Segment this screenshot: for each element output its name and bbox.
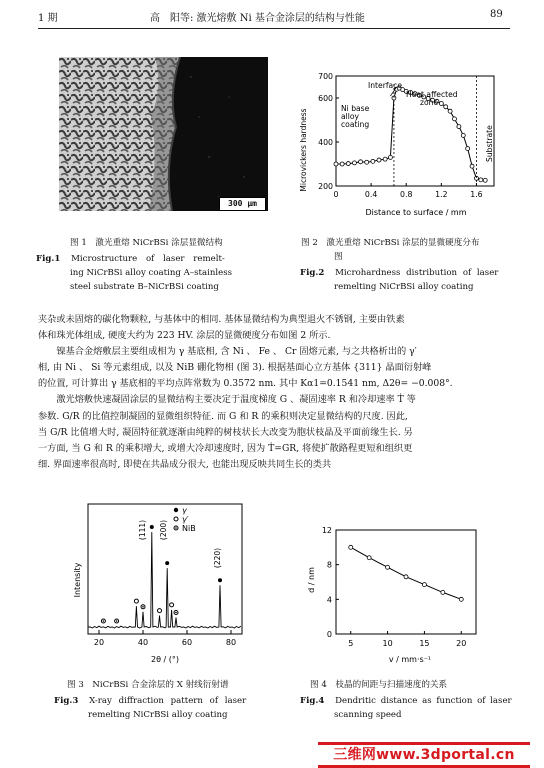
body-line-3: 镍基合金熔敷层主要组成相为 γ 基底相, 含 Ni 、 Fe 、 Cr 固熔元素, 与之共格析出的 γ′ bbox=[38, 346, 417, 358]
fig4-ylabel: d / nm bbox=[307, 567, 316, 593]
peak-label-111: (111) bbox=[138, 519, 147, 541]
fig2-caption-cn-2: 图 bbox=[334, 252, 343, 262]
fig3-xrd-trace bbox=[88, 532, 241, 628]
fig1-caption-line3: steel substrate B–NiCrBSi coating bbox=[70, 282, 219, 292]
fig4-point bbox=[441, 590, 445, 594]
fig3-xtick-label: 40 bbox=[137, 638, 149, 647]
watermark-logo: 三维网www.3dportal.cn bbox=[318, 742, 530, 768]
fig2-point bbox=[377, 158, 381, 162]
fig1-caption-en bbox=[36, 252, 286, 294]
fig4-ytick-label: 12 bbox=[321, 526, 332, 535]
legend-nib: NiB bbox=[182, 524, 196, 533]
fig3-xtick-label: 20 bbox=[93, 638, 105, 647]
fig2-xtick-label: 0.4 bbox=[364, 190, 378, 199]
fig2-caption-cn: 图 2 激光重熔 NiCrBSi 涂层的显微硬度分布 bbox=[301, 238, 480, 248]
fig2-ytick-label: 400 bbox=[318, 138, 333, 147]
fig2-xtick-label: 0 bbox=[333, 190, 339, 199]
fig3-marks bbox=[88, 525, 241, 647]
fig2-marks bbox=[318, 72, 487, 199]
peak-label-200: (200) bbox=[159, 519, 168, 541]
fig3-gamma-prime-marker bbox=[170, 603, 174, 607]
fig2-point bbox=[479, 178, 483, 182]
body-line-7: 参数. G/R 的比值控制凝固的显微组织特征. 而 G 和 R 的乘积则决定显微结构的尺度. 因此, bbox=[38, 410, 408, 422]
fig2-annot-coating2: alloy bbox=[341, 112, 360, 121]
fig4-xlabel: v / mm·s⁻¹ bbox=[388, 655, 432, 664]
body-line-1: 夹杂或未固熔的碳化物颗粒, 与基体中的相同. 基体显微结构为典型退火不锈钢, 主要由铁素 bbox=[38, 314, 405, 325]
fig3-nib-marker-dot bbox=[175, 612, 177, 614]
fig3-gamma-marker bbox=[165, 561, 169, 565]
fig4-plot-frame bbox=[336, 530, 476, 634]
fig3-caption-line1: X-ray diffraction pattern of laser bbox=[89, 696, 247, 706]
fig1-caption-cn: 图 1 激光重熔 NiCrBSi 涂层显微结构 bbox=[70, 238, 223, 248]
fig2-annot-haz1: Heat affected bbox=[406, 90, 458, 99]
fig4-point bbox=[349, 545, 353, 549]
body-text bbox=[38, 312, 512, 473]
running-title: 高 阳等: 激光熔敷 Ni 基合金涂层的结构与性能 bbox=[150, 13, 365, 24]
fig4-xtick-label: 5 bbox=[348, 639, 354, 648]
fig2-ytick-label: 600 bbox=[318, 94, 333, 103]
fig4-dendrite-chart bbox=[300, 520, 490, 670]
fig2-point bbox=[359, 160, 363, 164]
fig2-point bbox=[334, 162, 338, 166]
fig2-xlabel: Distance to surface / mm bbox=[365, 208, 467, 217]
fig2-ytick-label: 700 bbox=[318, 72, 333, 81]
body-line-10: 细. 界面速率很高时, 即使在共晶成分很大, 也能出现反映共同生长的类共 bbox=[38, 458, 332, 470]
fig4-point bbox=[386, 565, 390, 569]
body-line-5: 的位置, 可计算出 γ 基底相的平均点阵常数为 0.3572 nm. 其中 Kα1=0.1541 nm, Δ2θ= −0.008°. bbox=[38, 378, 453, 390]
fig2-hardness-chart bbox=[296, 70, 506, 220]
fig4-ytick-label: 0 bbox=[326, 630, 332, 639]
body-line-6: 激光熔敷快速凝固涂层的显微结构主要决定于温度梯度 G 、凝固速率 R 和冷却速率 Ṫ 等 bbox=[38, 394, 416, 406]
fig2-point bbox=[470, 164, 474, 168]
fig2-annot-coating1: Ni base bbox=[341, 104, 370, 113]
body-line-8: 当 G/R 比值增大时, 凝固特征就逐渐由纯粹的树枝状长大改变为胞状枝晶及平面前缘生长. 另 bbox=[38, 426, 413, 438]
fig2-annot-interface: Interface bbox=[368, 81, 402, 90]
fig3-xlabel: 2θ / (°) bbox=[150, 655, 180, 664]
fig2-point bbox=[466, 147, 470, 151]
page-number: 89 bbox=[490, 9, 503, 20]
fig4-caption-en bbox=[300, 694, 530, 722]
fig4-point bbox=[459, 597, 463, 601]
micrograph-image bbox=[59, 57, 268, 211]
fig4-ytick-label: 8 bbox=[326, 560, 332, 570]
fig3-gamma-prime-marker bbox=[158, 609, 162, 613]
body-line-2: 体和珠光体组成, 硬度大约为 223 HV. 涂层的显微硬度分布如图 2 所示. bbox=[38, 330, 331, 342]
fig4-xtick-label: 15 bbox=[419, 639, 430, 648]
fig2-annot-coating3: coating bbox=[341, 120, 370, 129]
legend-gamma: γ bbox=[182, 506, 187, 515]
fig2-annot-haz2: zone bbox=[420, 98, 439, 107]
body-line-9: 一方面, 当 G 和 R 的乘积增大, 或增大冷却速度时, 因为 Ṫ=GR, 将使扩散路程更短和组织更 bbox=[38, 442, 413, 454]
fig3-caption-num: Fig.3 bbox=[54, 696, 79, 706]
fig2-point bbox=[457, 125, 461, 129]
fig4-caption-cn: 图 4 枝晶的间距与扫描速度的关系 bbox=[310, 680, 448, 690]
issue-number: 1 期 bbox=[38, 13, 58, 24]
fig4-point bbox=[422, 583, 426, 587]
fig2-point bbox=[352, 161, 356, 165]
fig3-xrd-chart bbox=[62, 500, 252, 668]
fig3-caption-en bbox=[54, 694, 294, 722]
fig3-legend bbox=[174, 506, 196, 533]
peak-label-220: (220) bbox=[213, 547, 222, 569]
fig1-caption-num: Fig.1 bbox=[36, 254, 61, 264]
fig3-ylabel: Intensity bbox=[73, 562, 82, 598]
fig4-xtick-label: 20 bbox=[456, 639, 467, 648]
fig2-point bbox=[448, 109, 452, 113]
fig2-point bbox=[388, 155, 392, 159]
scale-bar: 300 μm bbox=[219, 197, 266, 211]
fig4-caption-num: Fig.4 bbox=[300, 696, 325, 706]
legend-gamma-prime: γ′ bbox=[182, 515, 189, 524]
fig3-gamma-marker bbox=[218, 578, 222, 582]
body-line-4: 相, 由 Ni 、 Si 等元素组成, 以及 NiB 硼化物相 (图 3). 根据基面心立方基体 {311} 晶面衍射峰 bbox=[38, 362, 432, 374]
fig4-marks bbox=[322, 526, 467, 648]
fig2-caption-line1: Microhardness distribution of laser bbox=[335, 268, 499, 278]
fig4-point bbox=[404, 575, 408, 579]
fig2-caption-en bbox=[300, 266, 530, 294]
fig2-point bbox=[461, 133, 465, 137]
fig2-ytick-label: 200 bbox=[318, 182, 333, 191]
header-rule bbox=[38, 28, 510, 29]
fig2-xtick-label: 0.8 bbox=[400, 190, 413, 199]
fig3-nib-marker-dot bbox=[103, 620, 105, 622]
fig1-caption-line2: ing NiCrBSi alloy coating A–stainless bbox=[70, 268, 233, 278]
fig3-nib-marker-dot bbox=[142, 606, 144, 608]
fig2-point bbox=[383, 157, 387, 161]
fig2-ylabel: Microvickers hardness bbox=[299, 108, 308, 192]
fig2-point bbox=[439, 102, 443, 106]
fig2-point bbox=[365, 160, 369, 164]
fig2-point bbox=[444, 105, 448, 109]
fig4-caption-line1: Dendritic distance as function of laser bbox=[335, 696, 512, 706]
fig4-xtick-label: 10 bbox=[382, 639, 393, 648]
legend-gamma-prime-marker bbox=[174, 517, 178, 521]
fig2-point bbox=[371, 159, 375, 163]
fig3-caption-cn: 图 3 NiCrBSi 合金涂层的 X 射线衍射谱 bbox=[67, 680, 229, 690]
fig4-caption-line2: scanning speed bbox=[334, 710, 402, 720]
fig2-point bbox=[453, 117, 457, 121]
fig2-point bbox=[346, 162, 350, 166]
fig2-annot-substrate: Substrate bbox=[485, 125, 494, 162]
fig2-xtick-label: 1.2 bbox=[435, 190, 448, 199]
fig2-point bbox=[483, 178, 487, 182]
legend-gamma-marker bbox=[174, 508, 178, 512]
fig2-caption-num: Fig.2 bbox=[300, 268, 325, 278]
fig2-xtick-label: 1.6 bbox=[470, 190, 483, 199]
fig4-point bbox=[367, 556, 371, 560]
fig3-xtick-label: 60 bbox=[181, 638, 193, 647]
fig2-point bbox=[340, 162, 344, 166]
fig1-caption-line1: Microstructure of laser remelt- bbox=[71, 254, 225, 264]
fig2-caption-line2: remelting NiCrBSi alloy coating bbox=[334, 282, 474, 292]
fig3-nib-marker-dot bbox=[116, 620, 118, 622]
fig4-ytick-label: 4 bbox=[326, 595, 332, 605]
fig3-gamma-prime-marker bbox=[134, 599, 138, 603]
fig3-xtick-label: 80 bbox=[225, 638, 237, 647]
fig3-gamma-marker bbox=[150, 525, 154, 529]
fig3-caption-line2: remelting NiCrBSi alloy coating bbox=[88, 710, 228, 720]
